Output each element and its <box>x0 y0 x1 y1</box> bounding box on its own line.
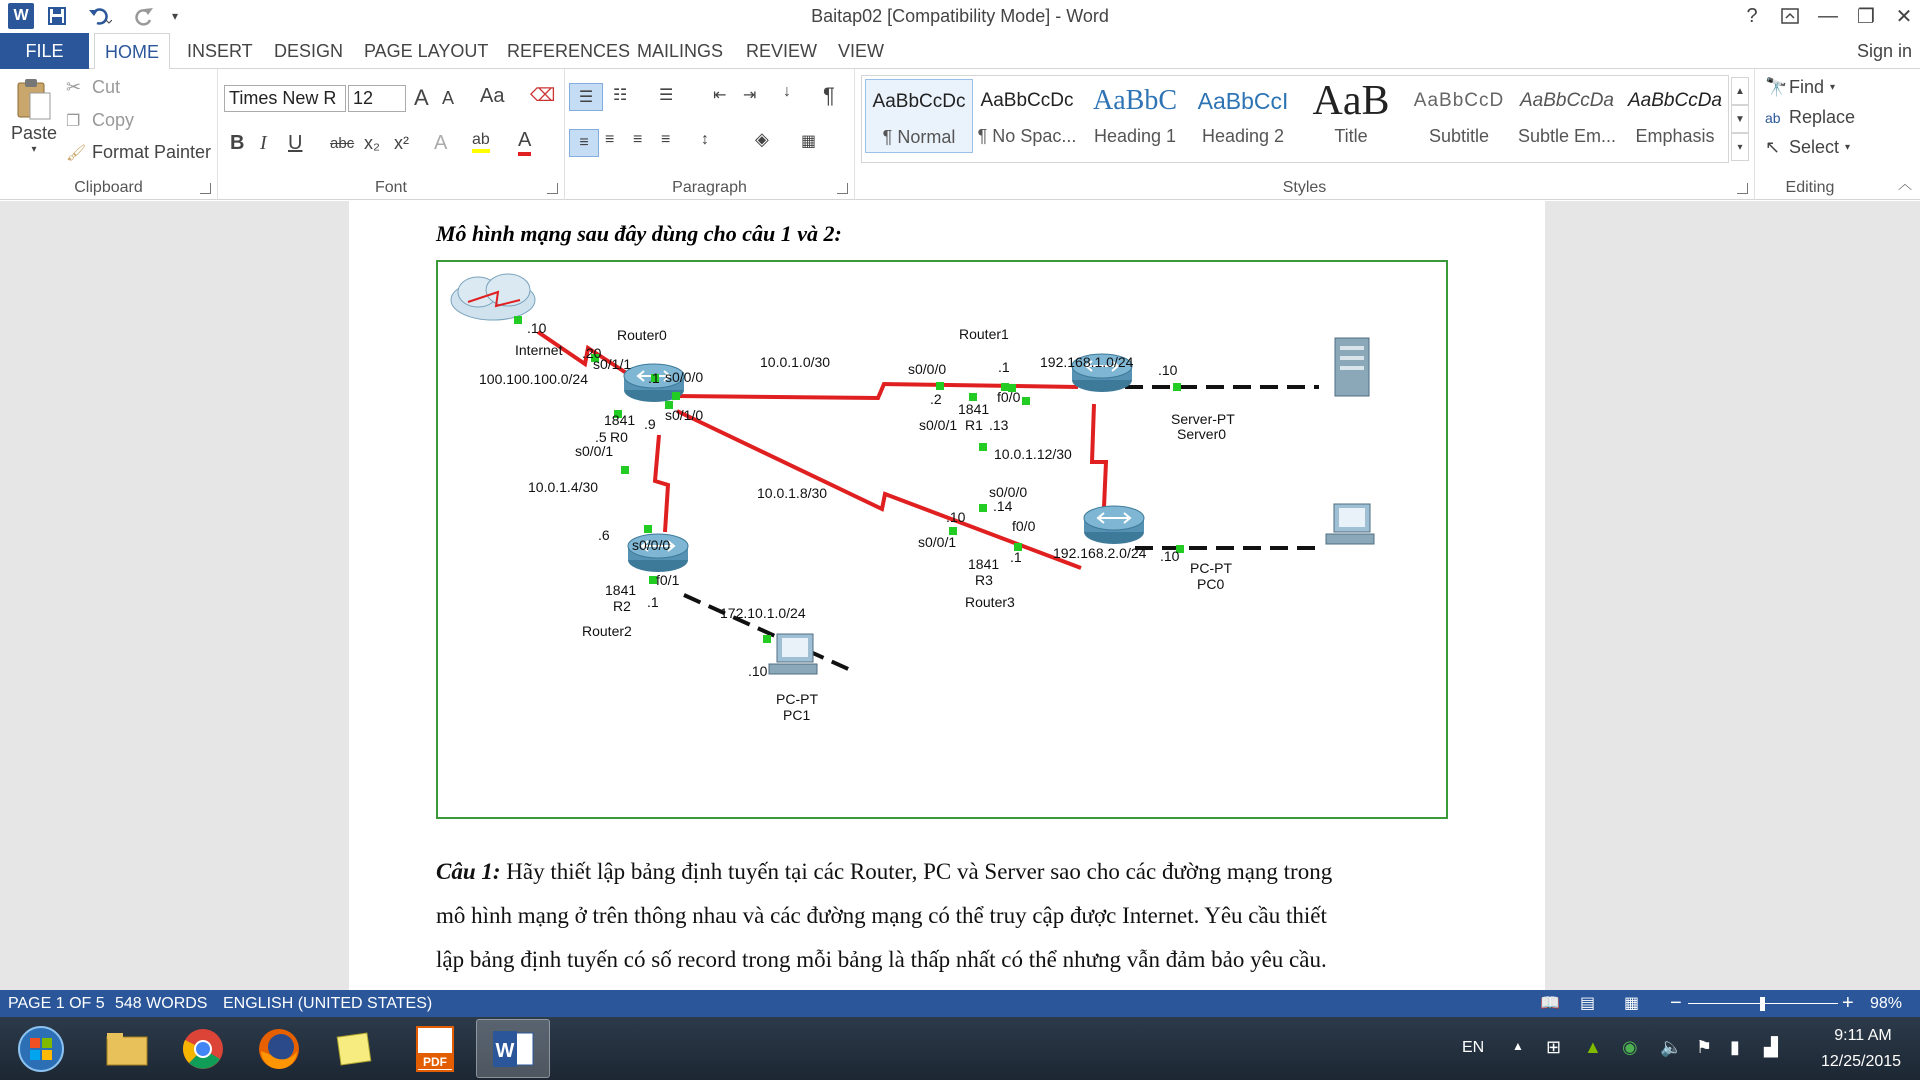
tab-view[interactable]: VIEW <box>838 41 885 61</box>
style-heading-2[interactable] <box>1189 79 1297 153</box>
help-button[interactable]: ? <box>1746 4 1758 27</box>
find-dropdown-icon: ▾ <box>1830 82 1836 93</box>
explorer-taskbar-icon[interactable] <box>90 1019 164 1078</box>
window-title: Baitap02 [Compatibility Mode] - Word <box>811 6 1109 26</box>
styles-group-label: Styles <box>1282 179 1327 196</box>
align-center-icon[interactable]: ≡ <box>605 131 615 148</box>
internet-label: Internet <box>515 342 563 358</box>
styles-scroll-up-icon[interactable]: ▲ <box>1731 77 1749 105</box>
paragraph-group <box>565 69 855 200</box>
replace-button[interactable] <box>1765 107 1855 128</box>
question-1-text-1: Hãy thiết lập bảng định tuyến tại các Router, PC và Server sao cho các đường mạng trong <box>506 859 1333 884</box>
bold-button[interactable]: B <box>230 132 245 154</box>
font-size-box[interactable]: 12 <box>348 85 406 112</box>
document-heading: Mô hình mạng sau đây dùng cho câu 1 và 2: <box>436 221 842 246</box>
paste-button[interactable] <box>8 77 60 177</box>
clipboard-group-label: Clipboard <box>74 179 143 196</box>
font-name-box[interactable]: Times New R <box>224 85 346 112</box>
pc0-name-label: PC0 <box>1197 576 1225 592</box>
label-r3-f00: f0/0 <box>1012 518 1036 534</box>
style-no-spacing-sample: AaBbCcDc <box>980 90 1074 111</box>
pdf-taskbar-icon[interactable] <box>398 1019 472 1078</box>
internet-cloud-icon <box>451 274 535 320</box>
word-taskbar-icon[interactable] <box>476 1019 550 1078</box>
style-subtle-emphasis-sample: AaBbCcDa <box>1520 90 1614 111</box>
change-case-button[interactable]: Aa <box>480 85 505 107</box>
server-name-label: Server0 <box>1177 426 1227 442</box>
question-1-line-3: lập bảng định tuyến có số record trong mỗi bảng là thấp nhất có thể nhưng vẫn đảm bảo yêu cầu. <box>436 947 1327 972</box>
style-normal-sample: AaBbCcDc <box>872 91 966 112</box>
style-title-name: Title <box>1334 126 1368 146</box>
network-diagram-svg <box>438 262 1446 817</box>
router1-label: Router1 <box>959 326 1009 342</box>
align-right-icon[interactable]: ≡ <box>633 131 643 148</box>
label-r2-6: .6 <box>598 527 610 543</box>
router0-label: Router0 <box>617 327 667 343</box>
font-launcher-icon[interactable] <box>547 183 558 194</box>
ribbon-tabs <box>0 33 1920 69</box>
style-subtitle-sample: AaBbCcD <box>1413 90 1505 111</box>
label-r1-s000: s0/0/0 <box>908 361 947 377</box>
net-pc0-label: 192.168.2.0/24 <box>1053 545 1147 561</box>
collapse-ribbon-icon[interactable]: ︿ <box>1898 176 1912 192</box>
router2-model: 1841 <box>605 582 637 598</box>
windows-flag-tray-icon[interactable]: ⊞ <box>1546 1037 1562 1057</box>
copy-label: Copy <box>92 110 135 130</box>
label-r0-s000: s0/0/0 <box>665 369 704 385</box>
superscript-button[interactable]: x² <box>394 133 409 153</box>
volume-icon[interactable]: 🔈 <box>1660 1037 1683 1057</box>
label-r0-1: .1 <box>648 370 660 386</box>
ribbon-display-options-icon[interactable] <box>1770 0 1810 32</box>
paragraph-group-label: Paragraph <box>672 179 747 196</box>
clipboard-launcher-icon[interactable] <box>200 183 211 194</box>
shading-icon[interactable]: ◈ <box>755 129 769 149</box>
word-icon[interactable]: W <box>8 3 34 29</box>
server-type-label: Server-PT <box>1171 411 1235 427</box>
select-button[interactable] <box>1765 137 1850 158</box>
select-label: Select <box>1789 137 1840 157</box>
router0-model: 1841 <box>604 412 636 428</box>
document-page[interactable] <box>349 201 1545 990</box>
label-r2-f01: f0/1 <box>656 572 680 588</box>
tab-references[interactable]: REFERENCES <box>507 41 631 61</box>
styles-launcher-icon[interactable] <box>1737 183 1748 194</box>
editing-group <box>1755 69 1920 200</box>
label-r2-1: .1 <box>647 594 659 610</box>
print-layout-icon[interactable]: ▤ <box>1580 995 1596 1012</box>
font-group <box>218 69 565 200</box>
multilevel-list-icon[interactable]: ☰ <box>659 87 674 104</box>
tab-page-layout[interactable]: PAGE LAYOUT <box>364 41 489 61</box>
net-inet-label: 100.100.100.0/24 <box>479 371 588 387</box>
pc0-icon <box>1326 504 1374 544</box>
battery-icon[interactable]: ▮ <box>1730 1037 1740 1057</box>
label-r3-1: .1 <box>1010 549 1022 565</box>
font-color-button[interactable]: A <box>518 129 531 156</box>
chrome-taskbar-icon[interactable] <box>166 1019 240 1078</box>
label-r1-13: .13 <box>989 417 1009 433</box>
start-button[interactable] <box>4 1019 78 1078</box>
sign-in-link[interactable]: Sign in <box>1856 41 1912 61</box>
replace-label: Replace <box>1789 107 1856 127</box>
label-r0-s010: s0/1/0 <box>665 407 704 423</box>
find-button[interactable] <box>1765 77 1835 98</box>
styles-more-icon[interactable]: ▾ <box>1731 133 1749 161</box>
title-bar <box>0 0 1920 33</box>
status-bar <box>0 990 1920 1017</box>
style-heading-2-name: Heading 2 <box>1201 126 1285 146</box>
label-pc0-10: .10 <box>1160 548 1180 564</box>
label-r1-2: .2 <box>930 391 942 407</box>
style-heading-1-name: Heading 1 <box>1093 126 1177 146</box>
pc1-type-label: PC-PT <box>776 691 818 707</box>
binoculars-icon: 🔭 <box>1765 77 1788 97</box>
show-hidden-icons[interactable]: ▲ <box>1512 1039 1524 1053</box>
tab-home[interactable]: HOME <box>94 33 170 70</box>
zoom-level[interactable]: 98% <box>1870 995 1903 1012</box>
bullets-icon[interactable]: ☰ <box>569 83 603 111</box>
label-pc1-10: .10 <box>748 663 768 679</box>
styles-scroll-down-icon[interactable]: ▼ <box>1731 105 1749 133</box>
label-r0-s011: s0/1/1 <box>593 356 632 372</box>
text-effects-icon[interactable]: A <box>434 132 448 154</box>
label-r2-s000: s0/0/0 <box>632 537 671 553</box>
grow-font-button[interactable]: A <box>414 85 429 110</box>
clock-date[interactable]: 12/25/2015 <box>1820 1053 1902 1070</box>
router0-short: R0 <box>610 429 628 445</box>
windows-taskbar <box>0 1017 1920 1080</box>
label-r1-s001: s0/0/1 <box>919 417 958 433</box>
label-r3-s001: s0/0/1 <box>918 534 957 550</box>
pc1-icon <box>769 634 817 674</box>
paintbrush-icon: 🖌 <box>66 144 87 162</box>
tab-insert[interactable]: INSERT <box>187 41 253 61</box>
server-icon <box>1335 338 1369 396</box>
style-heading-1[interactable] <box>1081 79 1189 153</box>
restore-button[interactable]: ❐ <box>1857 5 1875 28</box>
borders-icon[interactable]: ▦ <box>801 133 817 150</box>
style-normal[interactable] <box>865 79 973 153</box>
style-emphasis-sample: AaBbCcDa <box>1628 90 1722 111</box>
sort-icon[interactable]: ↓ <box>783 83 791 100</box>
paste-icon <box>14 77 54 121</box>
word-count[interactable]: 548 WORDS <box>115 995 208 1012</box>
strikethrough-button[interactable]: abc <box>330 135 355 152</box>
style-title-sample: AaB <box>1312 79 1390 123</box>
find-label: Find <box>1789 77 1825 97</box>
router3-icon <box>1084 506 1144 544</box>
pc1-name-label: PC1 <box>783 707 811 723</box>
copy-button[interactable] <box>66 110 134 131</box>
label-r3-14: .14 <box>993 498 1013 514</box>
question-1-line-1 <box>436 850 1446 894</box>
zoom-slider-thumb[interactable] <box>1760 997 1765 1011</box>
input-language[interactable]: EN <box>1462 1039 1485 1056</box>
router3-model: 1841 <box>968 556 1000 572</box>
style-normal-name: ¶ Normal <box>882 127 956 147</box>
net-srv-label: 192.168.1.0/24 <box>1040 354 1134 370</box>
style-title[interactable] <box>1297 79 1405 153</box>
page-count[interactable]: PAGE 1 OF 5 <box>8 995 105 1012</box>
app-tray-icon[interactable]: ▲ <box>1584 1037 1602 1057</box>
router3-short: R3 <box>975 572 993 588</box>
tab-review[interactable]: REVIEW <box>746 41 818 61</box>
cut-label: Cut <box>92 77 121 97</box>
style-subtle-emphasis[interactable] <box>1513 79 1621 153</box>
label-r0-s001: s0/0/1 <box>575 443 614 459</box>
language-status[interactable]: ENGLISH (UNITED STATES) <box>223 995 433 1012</box>
close-button[interactable]: ✕ <box>1895 5 1913 28</box>
router1-short: R1 <box>965 417 983 433</box>
web-layout-icon[interactable]: ▦ <box>1624 995 1640 1012</box>
net-r0r3-label: 10.0.1.8/30 <box>757 485 828 501</box>
underline-button[interactable]: U <box>288 132 303 154</box>
windows-logo-icon <box>17 1025 65 1073</box>
show-formatting-button[interactable]: ¶ <box>823 83 835 108</box>
svg-text:W: W <box>495 1039 515 1062</box>
net-r0r1-label: 10.0.1.0/30 <box>760 354 831 370</box>
justify-icon[interactable]: ≡ <box>661 131 671 148</box>
label-r0-9: .9 <box>644 416 656 432</box>
label-r3-s000: s0/0/0 <box>989 484 1028 500</box>
editing-group-label: Editing <box>1785 179 1835 196</box>
paragraph-launcher-icon[interactable] <box>837 183 848 194</box>
document-area <box>0 201 1920 990</box>
read-mode-icon[interactable]: 📖 <box>1540 995 1560 1012</box>
action-center-flag-icon[interactable]: ⚑ <box>1696 1037 1713 1057</box>
tab-design[interactable]: DESIGN <box>274 41 344 61</box>
style-subtitle[interactable] <box>1405 79 1513 153</box>
subscript-button[interactable]: x₂ <box>364 133 380 153</box>
net-pc1-label: 172.10.1.0/24 <box>720 605 806 621</box>
link-r1-r3 <box>1092 404 1106 507</box>
replace-icon: ab <box>1765 109 1781 126</box>
style-subtitle-name: Subtitle <box>1428 126 1490 146</box>
router2-label: Router2 <box>582 623 632 639</box>
zoom-out-button[interactable]: − <box>1670 992 1682 1014</box>
ribbon <box>0 69 1920 200</box>
router3-label: Router3 <box>965 594 1015 610</box>
copy-icon: ❐ <box>66 112 81 130</box>
network-signal-icon[interactable]: ▟ <box>1764 1037 1778 1057</box>
style-emphasis[interactable] <box>1621 79 1729 153</box>
net-r1r3-label: 10.0.1.12/30 <box>994 446 1072 462</box>
label-srv-10: .10 <box>1158 362 1178 378</box>
font-group-label: Font <box>374 179 407 196</box>
style-heading-2-sample: AaBbCcI <box>1197 88 1289 114</box>
tab-file[interactable]: FILE <box>0 33 89 69</box>
style-heading-1-sample: AaBbC <box>1093 85 1177 116</box>
question-1-line-2: mô hình mạng ở trên thông nhau và các đường mạng có thể truy cập được Internet. Yêu cầu thiết <box>436 903 1327 928</box>
scissors-icon: ✂ <box>66 77 82 97</box>
question-1-label: Câu 1: <box>436 859 501 884</box>
link-r0-r2 <box>655 435 668 532</box>
highlight-icon[interactable]: ab <box>472 131 490 153</box>
paste-label: Paste <box>10 123 58 143</box>
network-diagram[interactable] <box>436 260 1448 819</box>
cursor-icon: ↖ <box>1765 137 1781 157</box>
network-share-tray-icon[interactable]: ◉ <box>1622 1037 1638 1057</box>
styles-group <box>855 69 1755 200</box>
cut-button[interactable] <box>66 77 120 98</box>
pc0-type-label: PC-PT <box>1190 560 1232 576</box>
zoom-in-button[interactable]: + <box>1842 992 1854 1014</box>
label-inet-10: .10 <box>527 320 547 336</box>
format-painter-label: Format Painter <box>92 142 212 162</box>
label-r1-1: .1 <box>998 359 1010 375</box>
shrink-font-button[interactable]: A <box>442 88 455 108</box>
net-r0r2-label: 10.0.1.4/30 <box>528 479 599 495</box>
style-no-spacing[interactable] <box>973 79 1081 153</box>
clear-formatting-icon[interactable]: ⌫ <box>530 85 556 105</box>
firefox-taskbar-icon[interactable] <box>242 1019 316 1078</box>
router2-short: R2 <box>613 598 631 614</box>
line-spacing-icon[interactable]: ↕ <box>701 131 709 148</box>
customize-qat-icon[interactable]: ▾ <box>171 9 179 23</box>
italic-button[interactable]: I <box>260 132 267 154</box>
label-r1-f00: f0/0 <box>997 389 1021 405</box>
align-left-icon[interactable]: ≡ <box>569 129 599 157</box>
style-no-spacing-name: ¶ No Spac... <box>977 126 1077 146</box>
label-r0-20: .20 <box>582 345 602 361</box>
sticky-notes-taskbar-icon[interactable] <box>318 1019 392 1078</box>
numbering-icon[interactable]: ☷ <box>613 87 628 104</box>
style-subtle-emphasis-name: Subtle Em... <box>1517 126 1617 146</box>
select-dropdown-icon: ▾ <box>1845 142 1851 153</box>
router1-model: 1841 <box>958 401 990 417</box>
increase-indent-icon[interactable]: ⇥ <box>743 87 757 104</box>
format-painter-button[interactable] <box>66 142 211 163</box>
decrease-indent-icon[interactable]: ⇤ <box>713 87 727 104</box>
clock-time[interactable]: 9:11 AM <box>1834 1027 1892 1044</box>
label-r0-5: .5 <box>595 429 607 445</box>
clipboard-group <box>0 69 218 200</box>
tab-mailings[interactable]: MAILINGS <box>637 41 724 61</box>
label-r3-10: .10 <box>946 509 966 525</box>
svg-text:PDF: PDF <box>423 1054 447 1069</box>
minimize-button[interactable]: — <box>1818 4 1838 27</box>
style-emphasis-name: Emphasis <box>1635 126 1715 146</box>
paste-dropdown-icon: ▾ <box>31 144 37 155</box>
